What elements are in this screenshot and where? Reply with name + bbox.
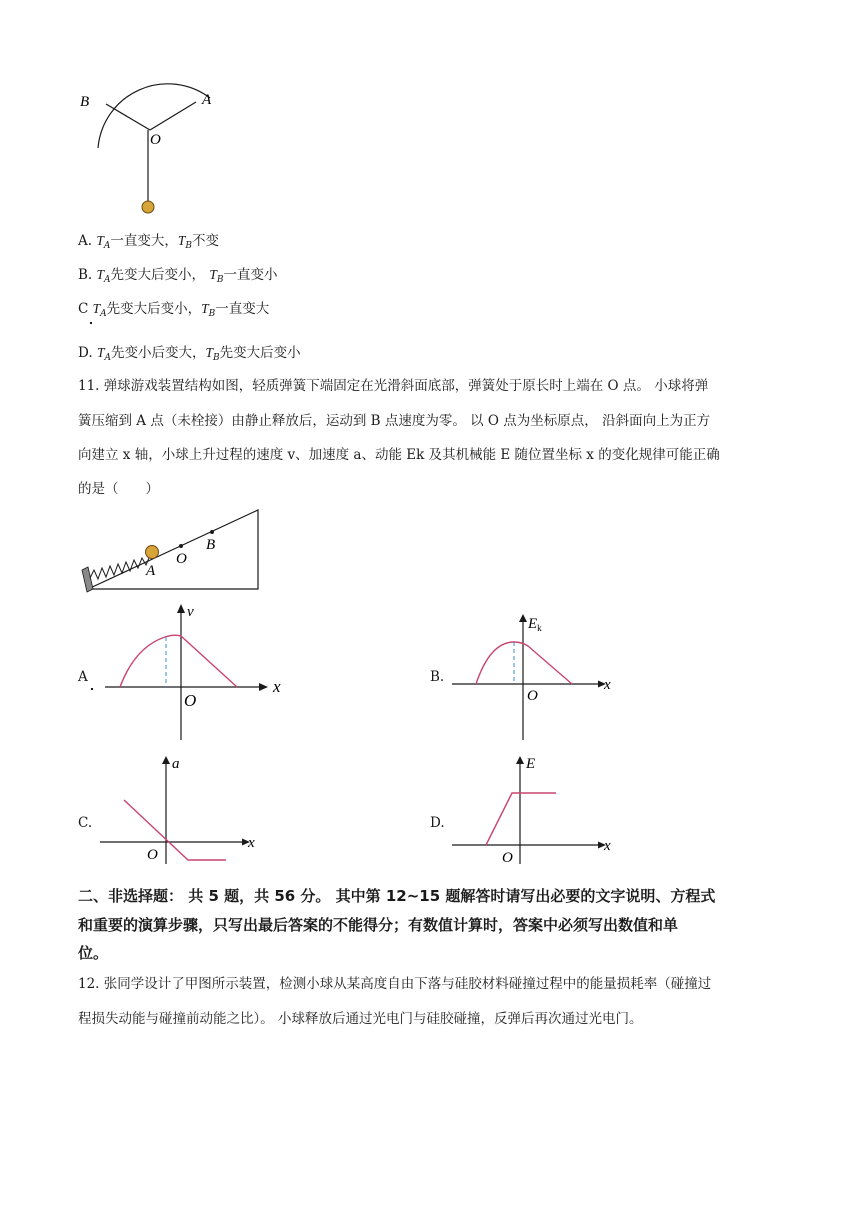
- graph-d-option-label: D.: [430, 815, 445, 831]
- graph-a-xlabel: x: [273, 677, 281, 696]
- y-arrow: [516, 756, 524, 764]
- graph-d-ylabel: E: [526, 756, 536, 772]
- q11-line-2: 簧压缩到 A 点（未栓接）由静止释放后，运动到 B 点速度为零。 以 O 点为坐标原点， 沿斜面向上为正方: [78, 413, 711, 429]
- incline-wedge: [88, 510, 258, 589]
- q11-line-4: 的是（ ）: [78, 481, 159, 497]
- q10-option-d: D. $T_A$先变小后变大，$T_B$先变大后变小: [78, 345, 301, 363]
- q11-line-3: 向建立 x 轴，小球上升过程的速度 v、加速度 a、动能 Ek 及其机械能 E 随位置坐标 x 的变化规律可能正确: [78, 447, 720, 463]
- q10-option-b: B. $T_A$先变大后变小， $T_B$一直变小: [78, 267, 278, 285]
- graph-c-option-label: C.: [78, 815, 93, 831]
- incline-label-A: A: [146, 563, 156, 579]
- q12-line-2: 程损失动能与碰撞前动能之比）。 小球释放后通过光电门与硅胶碰撞，反弹后再次通过光电门。: [78, 1011, 643, 1027]
- incline-figure: [78, 508, 263, 593]
- graph-d-xlabel: x: [604, 838, 611, 854]
- y-arrow: [519, 614, 527, 622]
- spring: [90, 558, 149, 579]
- graph-b-option-label: B.: [430, 669, 445, 685]
- graph-b-ylabel-sub: k: [537, 623, 542, 633]
- spring-base-block: [82, 567, 93, 592]
- graph-a-ylabel: v: [187, 604, 194, 620]
- q12-line-1: 12. 张同学设计了甲图所示装置，检测小球从某高度自由下落与硅胶材料碰撞过程中的能量损耗率（碰撞过: [78, 976, 712, 992]
- a-curve: [124, 800, 226, 860]
- graph-c-origin: O: [147, 847, 158, 863]
- rod-OB: [106, 104, 150, 130]
- incline-label-O: O: [176, 551, 187, 567]
- graph-b-xlabel: x: [604, 677, 611, 693]
- graph-b-ek-x: [452, 610, 627, 745]
- q11-line-1: 11. 弹球游戏装置结构如图，轻质弹簧下端固定在光滑斜面底部，弹簧处于原长时上端在 O 点。 小球将弹: [78, 378, 709, 394]
- ek-curve: [476, 642, 572, 684]
- v-curve: [120, 635, 237, 687]
- incline-label-B: B: [206, 537, 216, 553]
- y-arrow: [162, 756, 170, 764]
- graph-a-option-label: A: [78, 669, 88, 685]
- graph-c-xlabel: x: [248, 835, 255, 851]
- point-B: [210, 530, 214, 534]
- graph-b-origin: O: [527, 688, 538, 704]
- q10-option-a: A. $T_A$一直变大，$T_B$不变: [78, 233, 219, 251]
- pendulum-ball: [142, 201, 154, 213]
- graph-d-e-x: [452, 752, 622, 870]
- graph-c-a-x: [100, 752, 265, 870]
- graph-b-ylabel: $E_k$: [528, 616, 542, 633]
- graph-d-origin: O: [502, 850, 513, 866]
- graph-c-ylabel: a: [172, 756, 180, 772]
- graph-a-origin: O: [184, 691, 197, 710]
- dot-mark: [90, 322, 92, 324]
- q10-option-c: C $T_A$先变大后变小，$T_B$一直变大: [78, 301, 270, 319]
- label-B: B: [80, 94, 90, 110]
- incline-ball: [146, 546, 159, 559]
- point-O: [179, 544, 183, 548]
- graph-a-dot: [91, 688, 93, 690]
- section2-line-3: 位。: [78, 944, 109, 962]
- label-A: A: [202, 92, 212, 108]
- y-arrow: [177, 604, 185, 613]
- section2-line-1: 二、非选择题： 共 5 题，共 56 分。 其中第 12~15 题解答时请写出必要的文字说明、方程式: [78, 887, 716, 905]
- graph-a-v-x: [105, 600, 295, 745]
- e-curve: [486, 793, 556, 845]
- section2-line-2: 和重要的演算步骤，只写出最后答案的不能得分；有数值计算时，答案中必须写出数值和单: [78, 916, 679, 934]
- top-arc-figure: [78, 78, 218, 218]
- label-O: O: [150, 132, 161, 148]
- rod-OA: [150, 102, 196, 130]
- x-arrow: [259, 683, 268, 691]
